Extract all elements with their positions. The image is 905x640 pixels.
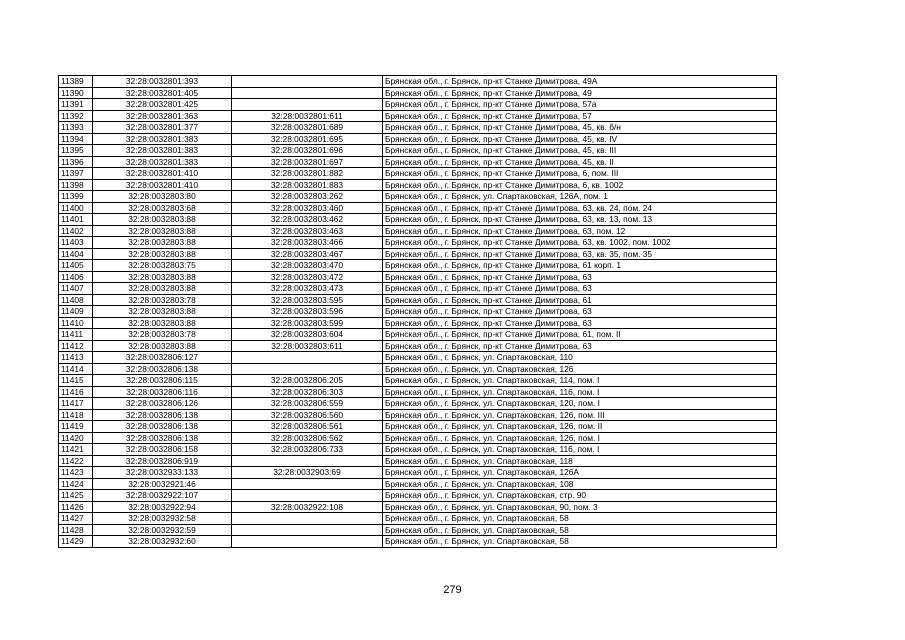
table-row: [59, 168, 777, 180]
parent-cadastral-number-cell: 32:28:0032803:599: [232, 317, 383, 329]
parent-cadastral-number-cell: 32:28:0032922:108: [232, 501, 383, 513]
cadastral-number-cell: 32:28:0032803:88: [93, 306, 232, 318]
cadastral-number-cell: 32:28:0032932:59: [93, 524, 232, 536]
parent-cadastral-number-cell: [232, 513, 383, 525]
parent-cadastral-number-cell: 32:28:0032803:596: [232, 306, 383, 318]
address-cell: Брянская обл., г. Брянск, ул. Спартаковская, 118: [383, 455, 777, 467]
cadastral-number-cell: 32:28:0032803:88: [93, 317, 232, 329]
cadastral-number-cell: 32:28:0032806:127: [93, 352, 232, 364]
row-number-cell: 11423: [59, 467, 93, 479]
cadastral-number-cell: 32:28:0032803:78: [93, 329, 232, 341]
address-cell: Брянская обл., г. Брянск, ул. Спартаковская, 126: [383, 363, 777, 375]
parent-cadastral-number-cell: 32:28:0032806:559: [232, 398, 383, 410]
cadastral-number-cell: 32:28:0032803:88: [93, 214, 232, 226]
cadastral-number-cell: 32:28:0032932:58: [93, 513, 232, 525]
parent-cadastral-number-cell: 32:28:0032801:697: [232, 156, 383, 168]
row-number-cell: 11424: [59, 478, 93, 490]
cadastral-number-cell: 32:28:0032803:80: [93, 191, 232, 203]
cadastral-number-cell: 32:28:0032922:94: [93, 501, 232, 513]
address-cell: Брянская обл., г. Брянск, пр-кт Станке Димитрова, 63, кв. 13, пом. 13: [383, 214, 777, 226]
cadastral-number-cell: 32:28:0032801:383: [93, 156, 232, 168]
parent-cadastral-number-cell: 32:28:0032801:883: [232, 179, 383, 191]
parent-cadastral-number-cell: 32:28:0032803:262: [232, 191, 383, 203]
cadastral-number-cell: 32:28:0032801:377: [93, 122, 232, 134]
row-number-cell: 11393: [59, 122, 93, 134]
row-number-cell: 11389: [59, 76, 93, 88]
cadastral-number-cell: 32:28:0032806:138: [93, 363, 232, 375]
row-number-cell: 11425: [59, 490, 93, 502]
parent-cadastral-number-cell: 32:28:0032801:611: [232, 110, 383, 122]
row-number-cell: 11397: [59, 168, 93, 180]
parent-cadastral-number-cell: 32:28:0032801:696: [232, 145, 383, 157]
table-row: [59, 294, 777, 306]
address-cell: Брянская обл., г. Брянск, пр-кт Станке Димитрова, 63, кв. 1002, пом. 1002: [383, 237, 777, 249]
cadastral-number-cell: 32:28:0032801:383: [93, 145, 232, 157]
table-row: [59, 248, 777, 260]
parent-cadastral-number-cell: [232, 536, 383, 548]
parent-cadastral-number-cell: 32:28:0032803:463: [232, 225, 383, 237]
row-number-cell: 11422: [59, 455, 93, 467]
address-cell: Брянская обл., г. Брянск, ул. Спартаковская, 90, пом. 3: [383, 501, 777, 513]
parent-cadastral-number-cell: 32:28:0032801:695: [232, 133, 383, 145]
row-number-cell: 11409: [59, 306, 93, 318]
table-row: [59, 237, 777, 249]
cadastral-number-cell: 32:28:0032803:88: [93, 340, 232, 352]
cadastral-number-cell: 32:28:0032806:126: [93, 398, 232, 410]
parent-cadastral-number-cell: 32:28:0032803:462: [232, 214, 383, 226]
address-cell: Брянская обл., г. Брянск, ул. Спартаковская, 126, пом. II: [383, 421, 777, 433]
table-row: [59, 375, 777, 387]
address-cell: Брянская обл., г. Брянск, пр-кт Станке Димитрова, 63: [383, 306, 777, 318]
row-number-cell: 11400: [59, 202, 93, 214]
table-row: [59, 202, 777, 214]
address-cell: Брянская обл., г. Брянск, пр-кт Станке Димитрова, 49: [383, 87, 777, 99]
row-number-cell: 11407: [59, 283, 93, 295]
address-cell: Брянская обл., г. Брянск, пр-кт Станке Димитрова, 57а: [383, 99, 777, 111]
table-row: [59, 467, 777, 479]
table-row: [59, 329, 777, 341]
row-number-cell: 11390: [59, 87, 93, 99]
register-table: [58, 75, 777, 548]
address-cell: Брянская обл., г. Брянск, ул. Спартаковская, 114, пом. I: [383, 375, 777, 387]
address-cell: Брянская обл., г. Брянск, пр-кт Станке Димитрова, 63: [383, 340, 777, 352]
parent-cadastral-number-cell: [232, 352, 383, 364]
page-number: 279: [443, 584, 462, 596]
row-number-cell: 11408: [59, 294, 93, 306]
cadastral-number-cell: 32:28:0032803:78: [93, 294, 232, 306]
address-cell: Брянская обл., г. Брянск, ул. Спартаковская, 58: [383, 513, 777, 525]
parent-cadastral-number-cell: 32:28:0032803:470: [232, 260, 383, 272]
address-cell: Брянская обл., г. Брянск, пр-кт Станке Димитрова, 63, кв. 24, пом. 24: [383, 202, 777, 214]
table-row: [59, 455, 777, 467]
table-row: [59, 133, 777, 145]
table-row: [59, 260, 777, 272]
row-number-cell: 11416: [59, 386, 93, 398]
parent-cadastral-number-cell: 32:28:0032801:689: [232, 122, 383, 134]
table-row: [59, 363, 777, 375]
address-cell: Брянская обл., г. Брянск, пр-кт Станке Димитрова, 63: [383, 271, 777, 283]
parent-cadastral-number-cell: 32:28:0032803:604: [232, 329, 383, 341]
parent-cadastral-number-cell: 32:28:0032803:466: [232, 237, 383, 249]
parent-cadastral-number-cell: 32:28:0032803:472: [232, 271, 383, 283]
table-row: [59, 317, 777, 329]
address-cell: Брянская обл., г. Брянск, пр-кт Станке Димитрова, 61 корп. 1: [383, 260, 777, 272]
cadastral-number-cell: 32:28:0032806:138: [93, 421, 232, 433]
table-row: [59, 421, 777, 433]
address-cell: Брянская обл., г. Брянск, ул. Спартаковская, 116, пом. I: [383, 386, 777, 398]
cadastral-number-cell: 32:28:0032806:138: [93, 432, 232, 444]
table-row: [59, 87, 777, 99]
cadastral-number-cell: 32:28:0032803:88: [93, 283, 232, 295]
parent-cadastral-number-cell: 32:28:0032806:303: [232, 386, 383, 398]
table-row: [59, 386, 777, 398]
address-cell: Брянская обл., г. Брянск, пр-кт Станке Димитрова, 45, кв. б/н: [383, 122, 777, 134]
parent-cadastral-number-cell: [232, 76, 383, 88]
row-number-cell: 11420: [59, 432, 93, 444]
table-row: [59, 352, 777, 364]
parent-cadastral-number-cell: [232, 478, 383, 490]
row-number-cell: 11401: [59, 214, 93, 226]
parent-cadastral-number-cell: 32:28:0032806:205: [232, 375, 383, 387]
address-cell: Брянская обл., г. Брянск, пр-кт Станке Димитрова, 63: [383, 317, 777, 329]
table-row: [59, 444, 777, 456]
row-number-cell: 11421: [59, 444, 93, 456]
table-row: [59, 179, 777, 191]
table-row: [59, 191, 777, 203]
table-row: [59, 536, 777, 548]
cadastral-number-cell: 32:28:0032806:115: [93, 375, 232, 387]
parent-cadastral-number-cell: [232, 87, 383, 99]
row-number-cell: 11399: [59, 191, 93, 203]
cadastral-number-cell: 32:28:0032932:60: [93, 536, 232, 548]
parent-cadastral-number-cell: [232, 524, 383, 536]
table-row: [59, 501, 777, 513]
row-number-cell: 11417: [59, 398, 93, 410]
address-cell: Брянская обл., г. Брянск, ул. Спартаковская, 58: [383, 524, 777, 536]
address-cell: Брянская обл., г. Брянск, ул. Спартаковская, 110: [383, 352, 777, 364]
cadastral-number-cell: 32:28:0032803:75: [93, 260, 232, 272]
cadastral-number-cell: 32:28:0032801:383: [93, 133, 232, 145]
table-row: [59, 432, 777, 444]
cadastral-number-cell: 32:28:0032801:363: [93, 110, 232, 122]
parent-cadastral-number-cell: 32:28:0032801:882: [232, 168, 383, 180]
table-row: [59, 110, 777, 122]
table-row: [59, 76, 777, 88]
row-number-cell: 11391: [59, 99, 93, 111]
parent-cadastral-number-cell: [232, 455, 383, 467]
cadastral-number-cell: 32:28:0032803:88: [93, 248, 232, 260]
address-cell: Брянская обл., г. Брянск, ул. Спартаковская, 120, пом. I: [383, 398, 777, 410]
address-cell: Брянская обл., г. Брянск, ул. Спартаковская, 126, пом. I: [383, 432, 777, 444]
address-cell: Брянская обл., г. Брянск, ул. Спартаковская, 58: [383, 536, 777, 548]
parent-cadastral-number-cell: 32:28:0032806:561: [232, 421, 383, 433]
row-number-cell: 11419: [59, 421, 93, 433]
address-cell: Брянская обл., г. Брянск, пр-кт Станке Димитрова, 45, кв. III: [383, 145, 777, 157]
cadastral-number-cell: 32:28:0032921:46: [93, 478, 232, 490]
row-number-cell: 11411: [59, 329, 93, 341]
table-row: [59, 306, 777, 318]
table-row: [59, 513, 777, 525]
address-cell: Брянская обл., г. Брянск, пр-кт Станке Димитрова, 45, кв. II: [383, 156, 777, 168]
table-row: [59, 283, 777, 295]
table-row: [59, 490, 777, 502]
table-row: [59, 398, 777, 410]
address-cell: Брянская обл., г. Брянск, пр-кт Станке Димитрова, 61, пом. II: [383, 329, 777, 341]
cadastral-number-cell: 32:28:0032801:405: [93, 87, 232, 99]
row-number-cell: 11405: [59, 260, 93, 272]
row-number-cell: 11392: [59, 110, 93, 122]
address-cell: Брянская обл., г. Брянск, ул. Спартаковская, 108: [383, 478, 777, 490]
address-cell: Брянская обл., г. Брянск, ул. Спартаковская, 126А, пом. 1: [383, 191, 777, 203]
address-cell: Брянская обл., г. Брянск, пр-кт Станке Димитрова, 57: [383, 110, 777, 122]
row-number-cell: 11418: [59, 409, 93, 421]
row-number-cell: 11398: [59, 179, 93, 191]
cadastral-number-cell: 32:28:0032803:68: [93, 202, 232, 214]
address-cell: Брянская обл., г. Брянск, ул. Спартаковская, 126, пом. III: [383, 409, 777, 421]
cadastral-number-cell: 32:28:0032801:425: [93, 99, 232, 111]
row-number-cell: 11415: [59, 375, 93, 387]
cadastral-number-cell: 32:28:0032806:116: [93, 386, 232, 398]
cadastral-number-cell: 32:28:0032806:919: [93, 455, 232, 467]
cadastral-number-cell: 32:28:0032803:88: [93, 271, 232, 283]
row-number-cell: 11414: [59, 363, 93, 375]
parent-cadastral-number-cell: 32:28:0032803:611: [232, 340, 383, 352]
address-cell: Брянская обл., г. Брянск, пр-кт Станке Димитрова, 6, кв. 1002: [383, 179, 777, 191]
cadastral-number-cell: 32:28:0032933:133: [93, 467, 232, 479]
table-row: [59, 524, 777, 536]
row-number-cell: 11427: [59, 513, 93, 525]
table-row: [59, 225, 777, 237]
address-cell: Брянская обл., г. Брянск, ул. Спартаковская, 126А: [383, 467, 777, 479]
cadastral-number-cell: 32:28:0032801:410: [93, 168, 232, 180]
table-row: [59, 145, 777, 157]
row-number-cell: 11410: [59, 317, 93, 329]
parent-cadastral-number-cell: 32:28:0032903:69: [232, 467, 383, 479]
parent-cadastral-number-cell: [232, 363, 383, 375]
parent-cadastral-number-cell: 32:28:0032806:733: [232, 444, 383, 456]
table-row: [59, 478, 777, 490]
row-number-cell: 11395: [59, 145, 93, 157]
parent-cadastral-number-cell: 32:28:0032803:595: [232, 294, 383, 306]
row-number-cell: 11404: [59, 248, 93, 260]
address-cell: Брянская обл., г. Брянск, пр-кт Станке Димитрова, 61: [383, 294, 777, 306]
table-row: [59, 340, 777, 352]
address-cell: Брянская обл., г. Брянск, пр-кт Станке Димитрова, 45, кв. IV: [383, 133, 777, 145]
parent-cadastral-number-cell: 32:28:0032806:560: [232, 409, 383, 421]
register-table-body: [59, 76, 777, 548]
row-number-cell: 11412: [59, 340, 93, 352]
address-cell: Брянская обл., г. Брянск, пр-кт Станке Димитрова, 63, кв. 35, пом. 35: [383, 248, 777, 260]
table-row: [59, 99, 777, 111]
row-number-cell: 11426: [59, 501, 93, 513]
cadastral-number-cell: 32:28:0032801:393: [93, 76, 232, 88]
row-number-cell: 11428: [59, 524, 93, 536]
row-number-cell: 11402: [59, 225, 93, 237]
address-cell: Брянская обл., г. Брянск, пр-кт Станке Димитрова, 63, пом. 12: [383, 225, 777, 237]
address-cell: Брянская обл., г. Брянск, пр-кт Станке Димитрова, 49А: [383, 76, 777, 88]
parent-cadastral-number-cell: 32:28:0032803:460: [232, 202, 383, 214]
cadastral-number-cell: 32:28:0032922:107: [93, 490, 232, 502]
row-number-cell: 11394: [59, 133, 93, 145]
row-number-cell: 11413: [59, 352, 93, 364]
cadastral-number-cell: 32:28:0032806:138: [93, 409, 232, 421]
table-row: [59, 409, 777, 421]
address-cell: Брянская обл., г. Брянск, пр-кт Станке Димитрова, 6, пом. III: [383, 168, 777, 180]
table-row: [59, 156, 777, 168]
cadastral-number-cell: 32:28:0032801:410: [93, 179, 232, 191]
row-number-cell: 11396: [59, 156, 93, 168]
table-row: [59, 214, 777, 226]
cadastral-number-cell: 32:28:0032806:158: [93, 444, 232, 456]
row-number-cell: 11406: [59, 271, 93, 283]
table-row: [59, 271, 777, 283]
row-number-cell: 11429: [59, 536, 93, 548]
parent-cadastral-number-cell: 32:28:0032803:467: [232, 248, 383, 260]
cadastral-number-cell: 32:28:0032803:88: [93, 237, 232, 249]
address-cell: Брянская обл., г. Брянск, ул. Спартаковская, стр. 90: [383, 490, 777, 502]
parent-cadastral-number-cell: [232, 99, 383, 111]
address-cell: Брянская обл., г. Брянск, ул. Спартаковская, 116, пом. I: [383, 444, 777, 456]
row-number-cell: 11403: [59, 237, 93, 249]
table-row: [59, 122, 777, 134]
parent-cadastral-number-cell: 32:28:0032806:562: [232, 432, 383, 444]
address-cell: Брянская обл., г. Брянск, пр-кт Станке Димитрова, 63: [383, 283, 777, 295]
cadastral-number-cell: 32:28:0032803:88: [93, 225, 232, 237]
parent-cadastral-number-cell: [232, 490, 383, 502]
parent-cadastral-number-cell: 32:28:0032803:473: [232, 283, 383, 295]
